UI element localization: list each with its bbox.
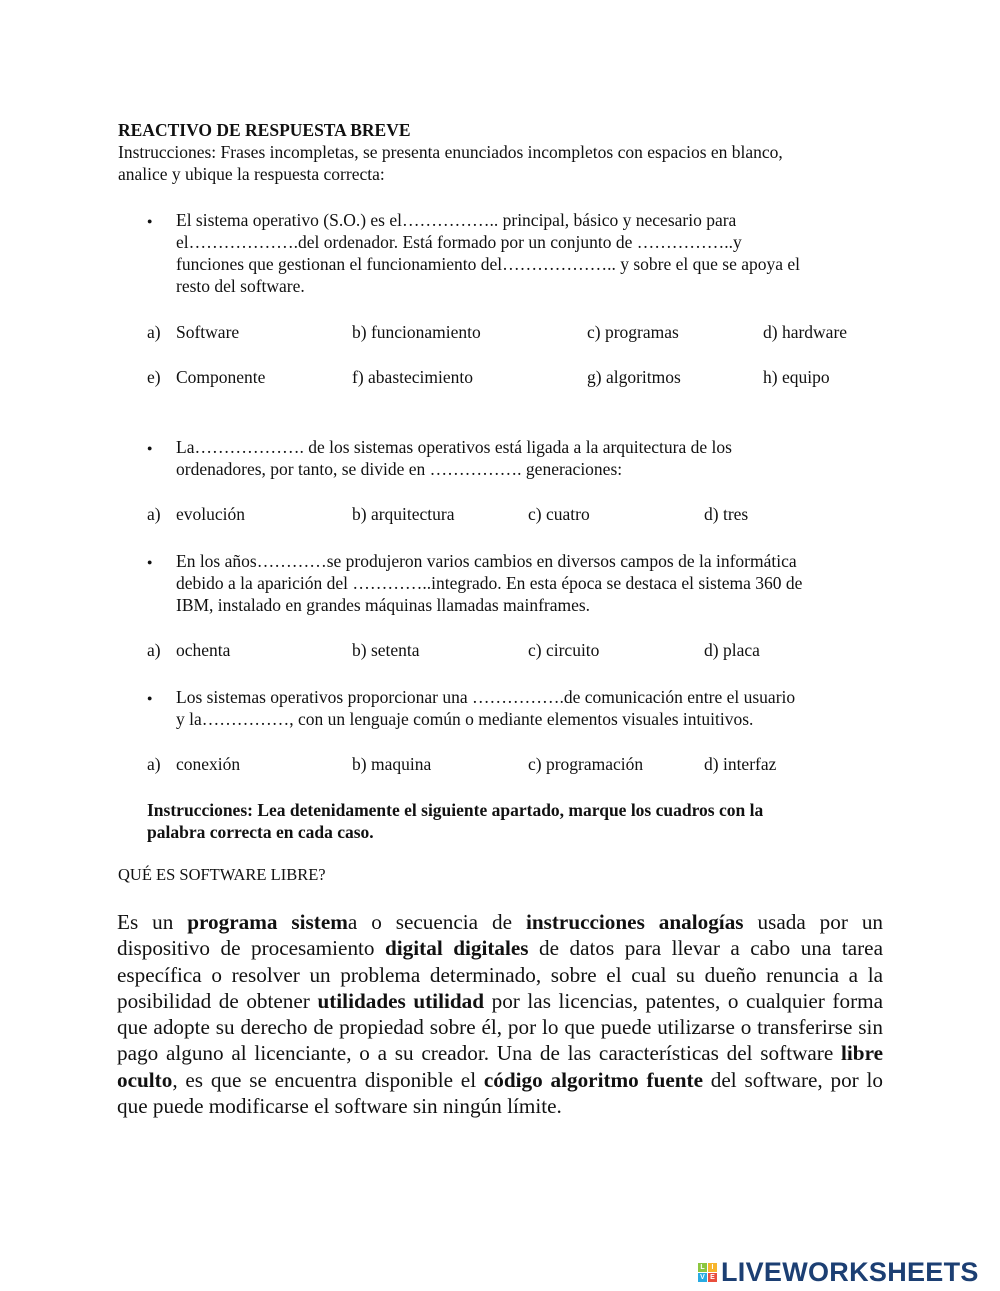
section-title: QUÉ ES SOFTWARE LIBRE? [118,865,326,884]
logo-letter-tile: V [698,1273,707,1282]
option-letter: a) [147,322,161,342]
paragraph-text: de datos para llevar a cabo una tarea específica o resolver un problema determinado, sobre el cual su dueño renuncia a la posibilidad de obtener [117,936,883,1013]
question-line: En los años…………se produjeron varios cambios en diversos campos de la informática [176,551,797,571]
option-label: b) funcionamiento [352,322,481,342]
question-line: ordenadores, por tanto, se divide en ……………. generaciones: [176,459,623,479]
answer-choice-words[interactable]: libre oculto [117,1041,883,1092]
option-label: d) interfaz [704,754,777,774]
question-line: el……………….del ordenador. Está formado por un conjunto de ……………..y [176,232,742,252]
option-label: c) programación [528,754,644,774]
bullet-icon: ● [147,443,153,453]
question-line: y la……………, con un lenguaje común o mediante elementos visuales intuitivos. [176,709,754,729]
option-label: d) placa [704,640,760,660]
question-line: funciones que gestionan el funcionamiento del……………….. y sobre el que se apoya el [176,254,801,274]
option-label: c) cuatro [528,504,590,524]
option-label: d) hardware [763,322,848,342]
instructions-line: Instrucciones: Frases incompletas, se presenta enunciados incompletos con espacios en blanco, [118,142,783,162]
option-letter: a) [147,754,161,774]
logo-letter-tile: E [708,1273,717,1282]
question-line: debido a la aparición del …………..integrado. En esta época se destaca el sistema 360 de [176,573,803,593]
option-label: b) maquina [352,754,432,774]
logo-icon [698,1263,717,1282]
option-label: b) arquitectura [352,504,455,524]
liveworksheets-logo [698,1257,979,1288]
option-label: Software [176,322,240,342]
option-letter: e) [147,367,161,387]
option-label: f) abastecimiento [352,367,473,387]
paragraph-text: usada por un dispositivo de procesamiento [117,910,884,961]
question-line: resto del software. [176,276,305,296]
option-label: d) tres [704,504,749,524]
page-title: REACTIVO DE RESPUESTA BREVE [118,120,411,140]
paragraph-text: a o secuencia de [347,910,526,934]
question-2 [176,436,732,480]
logo-text: LIVEWORKSHEETS [721,1257,979,1287]
instructions-2-line: palabra correcta en cada caso. [147,822,374,842]
option-label: g) algoritmos [587,367,681,387]
option-letter: a) [147,504,161,524]
question-line: Los sistemas operativos proporcionar una …………….de comunicación entre el usuario [176,687,796,707]
bullet-icon: ● [147,693,153,703]
bullet-icon: ● [147,216,153,226]
instructions-2-line: Instrucciones: Lea detenidamente el siguiente apartado, marque los cuadros con la [147,800,764,820]
answer-choice-words[interactable]: instrucciones analogías [525,910,744,934]
option-label: c) circuito [528,640,600,660]
option-label: b) setenta [352,640,420,660]
answer-choice-words[interactable]: programa sistem [187,910,348,934]
bullet-icon: ● [147,557,153,567]
paragraph-text: del software, por lo que puede modificarse el software sin ningún límite. [117,1067,883,1119]
logo-letter-tile: L [698,1263,707,1272]
option-label: ochenta [176,640,231,660]
answer-choice-words[interactable]: digital digitales [385,936,529,961]
question-3 [176,550,802,616]
answer-choice-words[interactable]: utilidades utilidad [317,988,485,1013]
option-label: h) equipo [763,367,830,387]
question-1 [176,209,800,297]
question-4 [176,686,795,730]
question-line: La………………. de los sistemas operativos está ligada a la arquitectura de los [176,437,732,457]
option-label: evolución [176,504,246,524]
paragraph-text: por las licencias, patentes, o cualquier forma que adopte su derecho de propiedad sobre él, por lo que puede utilizarse o transferirse sin pago alguno al licenciante, o a su creador. Una de las características del software [117,988,884,1066]
logo-letter-tile: I [708,1263,717,1272]
option-label: Componente [176,367,266,387]
question-line: El sistema operativo (S.O.) es el…………….. principal, básico y necesario para [176,210,737,230]
question-line: IBM, instalado en grandes máquinas llamadas mainframes. [176,595,591,615]
option-label: conexión [176,754,241,774]
option-label: c) programas [587,322,679,342]
paragraph-text: , es que se encuentra disponible el [172,1067,484,1092]
instructions-line: analice y ubique la respuesta correcta: [118,164,385,184]
paragraph-text: Es un [117,910,188,934]
option-letter: a) [147,640,161,660]
answer-choice-words[interactable]: código algoritmo fuente [483,1067,704,1092]
software-libre-paragraph [117,909,883,1119]
